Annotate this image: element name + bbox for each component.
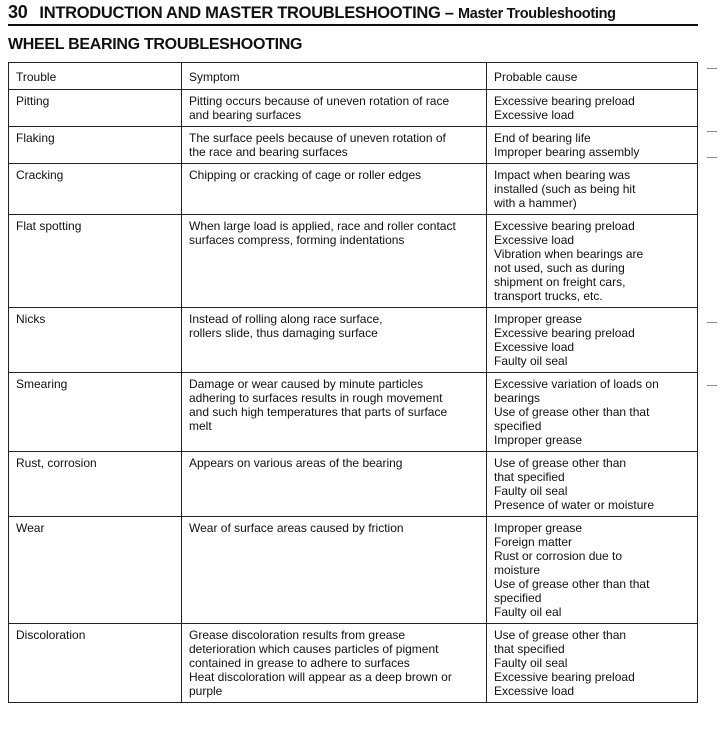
- trouble-cell: Pitting: [9, 90, 182, 127]
- cause-line: with a hammer): [494, 196, 577, 210]
- symptom-line: When large load is applied, race and roller contact: [189, 219, 456, 233]
- symptom-line: rollers slide, thus damaging surface: [189, 326, 378, 340]
- cause-line: transport trucks, etc.: [494, 289, 603, 303]
- probable-cause-cell: [487, 127, 698, 164]
- symptom-line: Pitting occurs because of uneven rotation of race: [189, 94, 450, 108]
- cause-line: Presence of water or moisture: [494, 498, 655, 512]
- probable-cause-cell: [487, 164, 698, 215]
- cause-line: Rust or corrosion due to: [494, 549, 623, 563]
- symptom-line: and bearing surfaces: [189, 108, 302, 122]
- header-separator: –: [440, 4, 458, 22]
- cause-line: installed (such as being hit: [494, 182, 636, 196]
- trouble-cell: Discoloration: [9, 624, 182, 703]
- trouble-cell: Flat spotting: [9, 215, 182, 308]
- table-row: [9, 517, 698, 624]
- table-row: [9, 127, 698, 164]
- cause-line: End of bearing life: [494, 131, 591, 145]
- trouble-cell: Wear: [9, 517, 182, 624]
- margin-mark: [707, 322, 717, 323]
- cause-line: Use of grease other than: [494, 456, 627, 470]
- cause-line: specified: [494, 419, 542, 433]
- cause-line: Faulty oil seal: [494, 354, 568, 368]
- symptom-cell: [182, 373, 487, 452]
- troubleshooting-table: [8, 62, 698, 703]
- cause-line: Use of grease other than: [494, 628, 627, 642]
- symptom-line: purple: [189, 684, 223, 698]
- symptom-line: The surface peels because of uneven rotation of: [189, 131, 446, 145]
- cause-line: Excessive load: [494, 684, 575, 698]
- cause-line: Improper grease: [494, 521, 583, 535]
- symptom-line: and such high temperatures that parts of surface: [189, 405, 448, 419]
- symptom-line: Instead of rolling along race surface,: [189, 312, 383, 326]
- symptom-line: melt: [189, 419, 212, 433]
- cause-line: Excessive load: [494, 233, 575, 247]
- margin-mark: [707, 68, 717, 69]
- cause-line: bearings: [494, 391, 541, 405]
- cause-line: moisture: [494, 563, 541, 577]
- page-number: 30: [8, 2, 28, 22]
- symptom-line: Wear of surface areas caused by friction: [189, 521, 404, 535]
- probable-cause-cell: [487, 308, 698, 373]
- header-probable-cause: Probable cause: [487, 63, 698, 90]
- symptom-cell: [182, 308, 487, 373]
- symptom-cell: [182, 215, 487, 308]
- table-row: [9, 164, 698, 215]
- symptom-line: deterioration which causes particles of pigment: [189, 642, 439, 656]
- table-row: [9, 308, 698, 373]
- cause-line: Faulty oil seal: [494, 484, 568, 498]
- cause-line: Improper grease: [494, 312, 583, 326]
- cause-line: Excessive bearing preload: [494, 94, 635, 108]
- probable-cause-cell: [487, 452, 698, 517]
- symptom-cell: [182, 517, 487, 624]
- header-trouble: Trouble: [9, 63, 182, 90]
- cause-line: shipment on freight cars,: [494, 275, 626, 289]
- symptom-line: adhering to surfaces results in rough movement: [189, 391, 443, 405]
- cause-line: Faulty oil eal: [494, 605, 562, 619]
- symptom-line: surfaces compress, forming indentations: [189, 233, 405, 247]
- chapter-title: INTRODUCTION AND MASTER TROUBLESHOOTING: [39, 4, 441, 22]
- cause-line: Excessive load: [494, 340, 575, 354]
- symptom-cell: [182, 127, 487, 164]
- symptom-cell: [182, 164, 487, 215]
- margin-mark: [707, 131, 717, 132]
- table-row: [9, 452, 698, 517]
- symptom-cell: [182, 452, 487, 517]
- table-row: [9, 90, 698, 127]
- cause-line: specified: [494, 591, 542, 605]
- header-symptom: Symptom: [182, 63, 487, 90]
- cause-line: Excessive bearing preload: [494, 326, 635, 340]
- page-header: [8, 2, 698, 26]
- cause-line: Faulty oil seal: [494, 656, 568, 670]
- symptom-line: Chipping or cracking of cage or roller edges: [189, 168, 422, 182]
- symptom-line: contained in grease to adhere to surfaces: [189, 656, 410, 670]
- cause-line: Improper grease: [494, 433, 583, 447]
- symptom-line: Grease discoloration results from grease: [189, 628, 406, 642]
- symptom-cell: [182, 90, 487, 127]
- cause-line: that specified: [494, 642, 565, 656]
- table-row: [9, 215, 698, 308]
- cause-line: that specified: [494, 470, 565, 484]
- table-row: [9, 624, 698, 703]
- cause-line: Impact when bearing was: [494, 168, 631, 182]
- symptom-line: the race and bearing surfaces: [189, 145, 348, 159]
- probable-cause-cell: [487, 517, 698, 624]
- section-title: WHEEL BEARING TROUBLESHOOTING: [8, 36, 303, 53]
- trouble-cell: Nicks: [9, 308, 182, 373]
- cause-line: Excessive load: [494, 108, 575, 122]
- cause-line: Improper bearing assembly: [494, 145, 640, 159]
- probable-cause-cell: [487, 215, 698, 308]
- trouble-cell: Flaking: [9, 127, 182, 164]
- cause-line: not used, such as during: [494, 261, 625, 275]
- margin-mark: [707, 157, 717, 158]
- section-name: Master Troubleshooting: [457, 6, 616, 22]
- table-header-row: [9, 63, 698, 90]
- trouble-cell: Smearing: [9, 373, 182, 452]
- cause-line: Vibration when bearings are: [494, 247, 644, 261]
- probable-cause-cell: [487, 90, 698, 127]
- cause-line: Excessive variation of loads on: [494, 377, 659, 391]
- symptom-line: Appears on various areas of the bearing: [189, 456, 403, 470]
- symptom-line: Damage or wear caused by minute particles: [189, 377, 424, 391]
- probable-cause-cell: [487, 373, 698, 452]
- table-row: [9, 373, 698, 452]
- trouble-cell: Cracking: [9, 164, 182, 215]
- symptom-cell: [182, 624, 487, 703]
- cause-line: Use of grease other than that: [494, 405, 650, 419]
- cause-line: Excessive bearing preload: [494, 670, 635, 684]
- cause-line: Foreign matter: [494, 535, 573, 549]
- margin-mark: [707, 385, 717, 386]
- trouble-cell: Rust, corrosion: [9, 452, 182, 517]
- probable-cause-cell: [487, 624, 698, 703]
- cause-line: Use of grease other than that: [494, 577, 650, 591]
- cause-line: Excessive bearing preload: [494, 219, 635, 233]
- symptom-line: Heat discoloration will appear as a deep brown or: [189, 670, 452, 684]
